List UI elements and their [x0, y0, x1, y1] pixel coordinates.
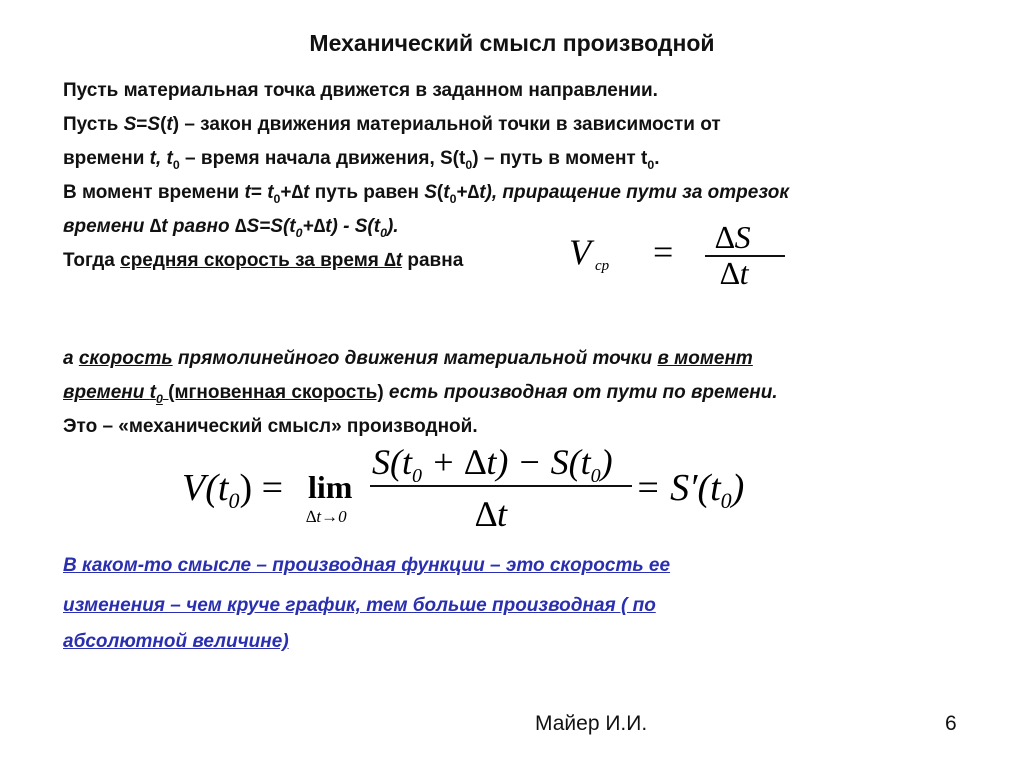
- t: +∆: [280, 182, 304, 203]
- t: S: [123, 114, 137, 135]
- t: ): [731, 467, 745, 509]
- t: =: [250, 182, 268, 203]
- t: t: [244, 182, 251, 203]
- t: ), приращение пути за отрезок: [485, 182, 790, 203]
- t: S: [147, 114, 161, 135]
- average-velocity-formula: [565, 218, 795, 288]
- f1-sub: cp: [595, 258, 610, 274]
- t: V(t: [182, 467, 229, 509]
- t: ) =: [239, 467, 284, 509]
- t: (: [436, 182, 444, 203]
- f2-lim-sub: ∆t→0: [306, 507, 347, 526]
- t: Пусть: [63, 114, 124, 135]
- t: ) - S(: [331, 216, 374, 237]
- t: В момент времени: [63, 182, 245, 203]
- t: 0: [295, 225, 303, 240]
- t: t: [443, 182, 450, 203]
- t: путь равен: [309, 182, 425, 203]
- conclusion-line-3: абсолютной величине): [63, 631, 289, 652]
- conclusion-line-2: изменения – чем круче график, тем больше производная ( по: [63, 595, 656, 616]
- t: t: [325, 216, 332, 237]
- t: 0: [449, 191, 457, 206]
- f1-eq: =: [653, 232, 674, 272]
- f2-num: [372, 442, 613, 487]
- text-line-7: [63, 348, 753, 370]
- t: = S′(t: [635, 467, 721, 509]
- t: t, t: [149, 148, 173, 169]
- t: + ∆t) − S(t: [422, 442, 591, 482]
- t: времени: [63, 382, 150, 403]
- text-line-6: [63, 250, 463, 272]
- t: ) – закон движения материальной точки в зависимости от: [172, 114, 721, 135]
- t: 0: [465, 157, 473, 172]
- f2-den: ∆t: [475, 494, 508, 534]
- t: t: [303, 182, 310, 203]
- conclusion-line-1: В каком-то смысле – производная функции – это скорость ее: [63, 555, 671, 576]
- t: 0: [172, 157, 180, 172]
- t: 0: [155, 391, 163, 406]
- t: в момент: [657, 348, 753, 369]
- t: t: [289, 216, 296, 237]
- f1-num: ∆S: [715, 219, 751, 255]
- text-line-3: [63, 148, 660, 172]
- t: прямолинейного движения материальной точки: [172, 348, 658, 369]
- t: t: [395, 250, 403, 271]
- t: есть производная от пути по времени.: [383, 382, 778, 403]
- t: ).: [386, 216, 399, 237]
- t: ) – путь в момент t: [472, 148, 648, 169]
- t: 0: [590, 465, 601, 487]
- f2-lim: lim: [308, 469, 353, 505]
- f1-den: ∆t: [720, 255, 749, 288]
- text-line-2: [63, 114, 721, 136]
- t: а: [63, 348, 79, 369]
- page-number: 6: [945, 712, 957, 735]
- t: .: [654, 148, 660, 169]
- t: +∆: [456, 182, 480, 203]
- t: t: [166, 114, 173, 135]
- text-line-9: Это – «механический смысл» производной.: [63, 416, 478, 437]
- t: t: [161, 216, 168, 237]
- t: S: [424, 182, 437, 203]
- t: t: [267, 182, 274, 203]
- t: ): [600, 442, 613, 482]
- t: времени: [63, 148, 150, 169]
- t: равно ∆S=S(: [167, 216, 290, 237]
- t: равна: [402, 250, 464, 271]
- t: (мгновенная скорость): [162, 382, 384, 403]
- t: скорость: [78, 348, 173, 369]
- text-line-5: [63, 216, 399, 240]
- t: t: [373, 216, 381, 237]
- t: времени ∆: [63, 216, 162, 237]
- t: 0: [720, 488, 732, 513]
- t: t: [149, 382, 156, 403]
- footer-author: Майер И.И.: [535, 712, 648, 735]
- text-line-4: [63, 182, 789, 206]
- t: 0: [647, 157, 655, 172]
- t: 0: [380, 225, 387, 240]
- t: – время начала движения, S(t: [179, 148, 466, 169]
- f1-lhs: V: [569, 232, 591, 272]
- t: Тогда: [63, 250, 121, 271]
- t: =: [136, 114, 148, 135]
- slide-title: Механический смысл производной: [309, 30, 715, 56]
- t: +∆: [302, 216, 326, 237]
- t: S(t: [372, 442, 412, 482]
- t: t: [479, 182, 486, 203]
- t: 0: [273, 191, 281, 206]
- f2-rhs: [635, 467, 744, 513]
- text-line-1: Пусть материальная точка движется в заданном направлении.: [63, 80, 658, 101]
- instantaneous-velocity-formula: [180, 438, 780, 538]
- t: 0: [412, 465, 422, 487]
- text-line-8: [63, 382, 778, 406]
- t: 0: [228, 488, 240, 513]
- t: средняя скорость за время ∆: [120, 250, 396, 271]
- t: (: [160, 114, 167, 135]
- f2-lhs: [182, 467, 283, 513]
